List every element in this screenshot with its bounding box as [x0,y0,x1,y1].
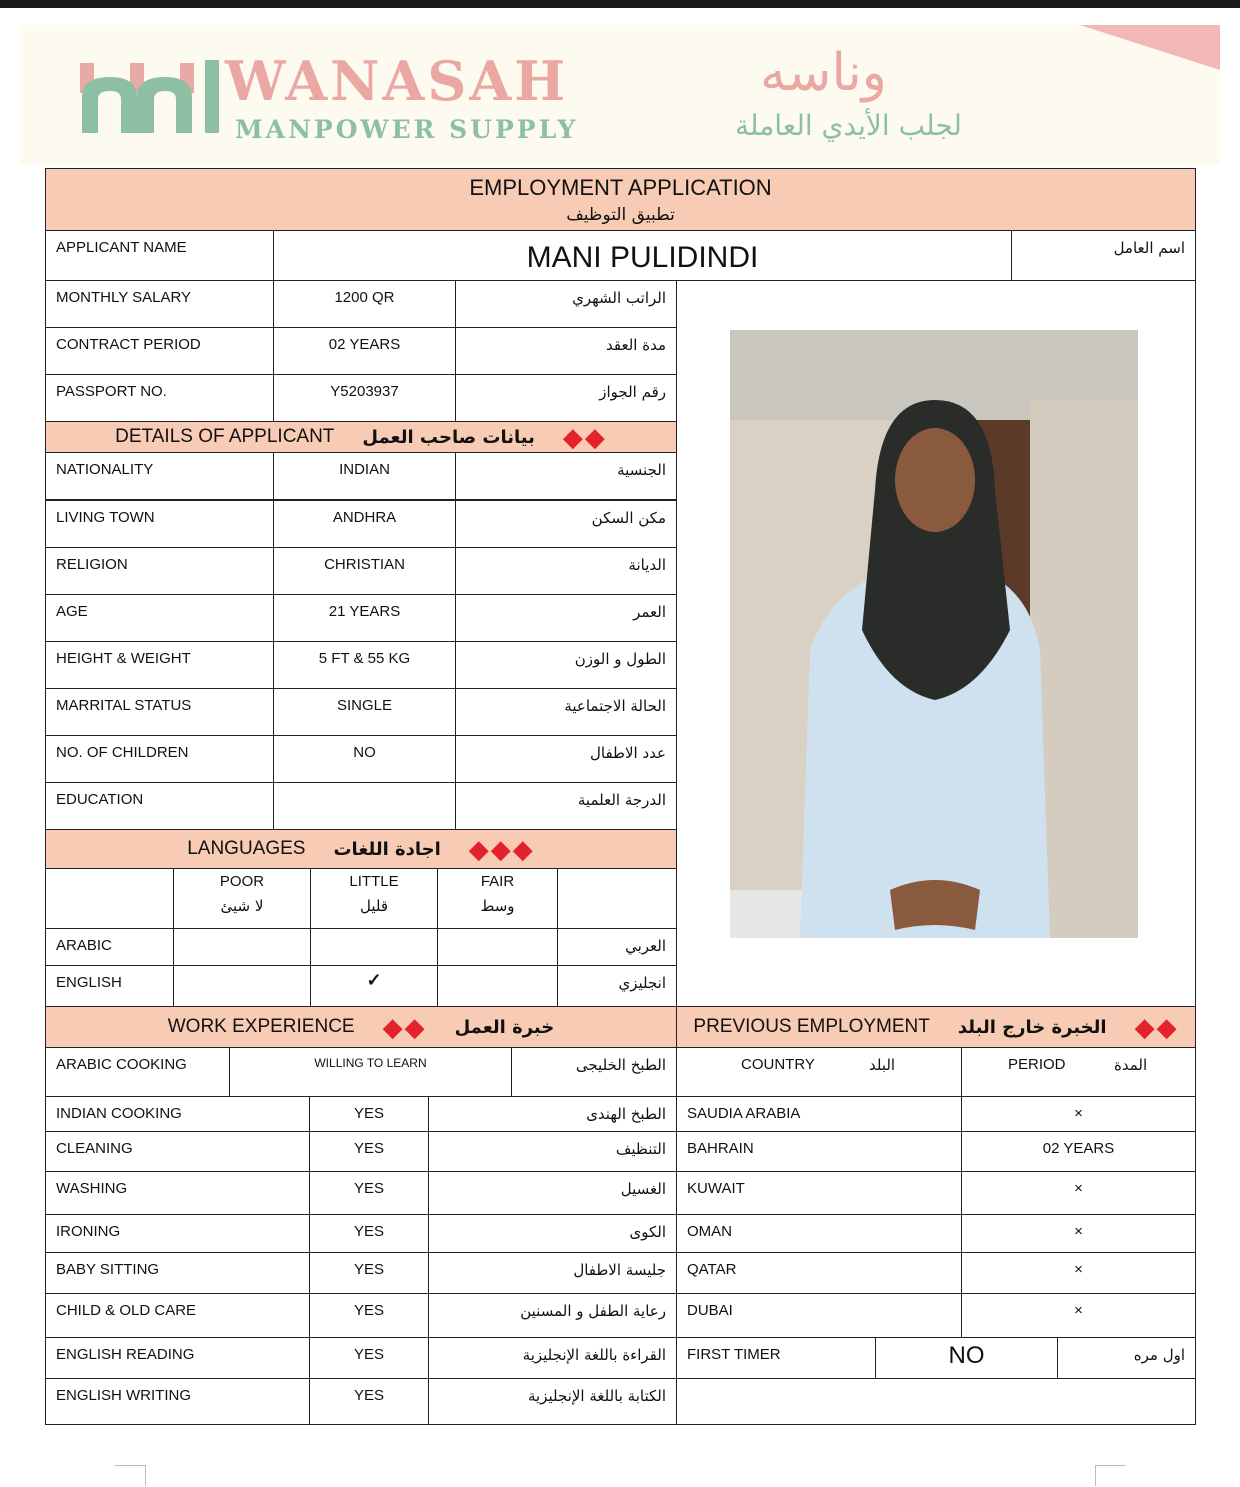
first-timer-label-ar [1057,1337,1196,1379]
value: 1200 QR [334,289,395,306]
period: × [1074,1302,1083,1319]
period: × [1074,1180,1083,1197]
row-value [309,1337,429,1379]
work-section-header [45,1006,677,1048]
row-value [309,1378,429,1425]
row-label-ar [455,280,677,328]
row-label [45,1047,230,1097]
languages-section-header [45,829,677,869]
row-label-ar [428,1293,677,1338]
value: CHRISTIAN [324,556,405,573]
first-timer-value [875,1337,1058,1379]
page-corner-mark [1095,1465,1126,1486]
value: 5 FT & 55 KG [318,650,411,667]
section-title-ar: بيانات صاحب العمل [362,426,535,448]
previous-period [961,1293,1196,1338]
language-row-label [45,928,174,966]
row-label-ar [428,1214,677,1253]
country: DUBAI [687,1302,733,1319]
row-value [309,1096,429,1132]
label-en: ENGLISH READING [56,1346,195,1363]
period-header [961,1047,1196,1097]
label-en: IRONING [56,1223,121,1240]
label-en: CONTRACT PERIOD [56,336,201,353]
row-label [45,452,274,500]
first-timer-en: FIRST TIMER [687,1346,781,1363]
form-title [45,168,1196,231]
section-title-en: LANGUAGES [187,838,306,859]
label-ar: الكوى [629,1223,666,1241]
value: NO [353,744,376,761]
label-ar: مكن السكن [591,509,666,527]
row-label [45,500,274,548]
label-ar: الراتب الشهري [572,289,666,307]
language-row-label-ar [557,965,677,1007]
lang-header-0 [173,868,311,929]
details-section-header [45,421,677,453]
row-label [45,1131,310,1172]
title-en: EMPLOYMENT APPLICATION [469,175,772,200]
row-value [273,327,456,375]
language-level-cell [310,928,438,966]
label-ar: جليسة الاطفال [573,1261,666,1279]
label-ar: الحالة الاجتماعية [564,697,666,715]
label-ar: اسم العامل [1113,239,1185,257]
label-en: CHILD & OLD CARE [56,1302,197,1319]
previous-country [676,1096,962,1132]
row-value [273,594,456,642]
label-en: CLEANING [56,1140,133,1157]
row-label [45,280,274,328]
top-bar [0,0,1240,8]
value: Y5203937 [330,383,399,400]
logo-text-en: WANASAH [225,49,569,113]
company-logo [20,25,1220,165]
row-label [45,1214,310,1253]
label-ar: الطبخ الهندى [586,1105,666,1123]
level-en: POOR [219,873,265,890]
row-label-ar [428,1252,677,1294]
row-label-ar [455,735,677,783]
label-en: INDIAN COOKING [56,1105,182,1122]
value: 21 YEARS [328,603,401,620]
logo-mark-icon [20,25,1220,165]
label-ar: الكتابة باللغة الإنجليزية [528,1387,666,1405]
country: SAUDIA ARABIA [687,1105,801,1122]
row-value [273,500,456,548]
label-ar: رقم الجواز [599,383,666,401]
row-label-ar [455,374,677,422]
previous-country [676,1171,962,1215]
label-en: MONTHLY SALARY [56,289,192,306]
label-ar: العمر [633,603,666,621]
language-row-label-ar [557,928,677,966]
value: YES [353,1261,384,1278]
period: 02 YEARS [1042,1140,1115,1157]
section-title-ar: الخبرة خارج البلد [957,1016,1107,1038]
row-label-ar [455,327,677,375]
lang-header-blank [45,868,174,929]
previous-employment-header [676,1006,1196,1048]
country-header [676,1047,962,1097]
previous-country [676,1131,962,1172]
language-level-cell [437,928,558,966]
row-value [229,1047,512,1097]
lang-header-1 [310,868,438,929]
level-en: LITTLE [349,873,399,890]
level-ar: قليل [359,897,389,915]
previous-country [676,1214,962,1253]
label-en: WASHING [56,1180,128,1197]
value: YES [353,1105,384,1122]
label-ar: الديانة [628,556,666,574]
level-ar: وسط [480,897,515,915]
section-title-en: DETAILS OF APPLICANT [115,426,335,447]
country-ar: البلد [869,1056,896,1074]
language-ar: العربي [625,937,666,955]
section-title-ar: خبرة العمل [454,1016,555,1038]
label-en: LIVING TOWN [56,509,155,526]
row-label [45,688,274,736]
row-label-ar [428,1171,677,1215]
previous-country [676,1293,962,1338]
label-en: NO. OF CHILDREN [56,744,189,761]
label-en: BABY SITTING [56,1261,160,1278]
language-row-label [45,965,174,1007]
country: QATAR [687,1261,737,1278]
applicant-name-label [45,230,274,281]
country: BAHRAIN [687,1140,754,1157]
language-en: ENGLISH [56,974,122,991]
first-timer-value: NO [948,1342,985,1369]
row-label [45,735,274,783]
language-level-cell [437,965,558,1007]
label-en: APPLICANT NAME [56,239,187,256]
period-ar: المدة [1114,1056,1148,1074]
row-value [273,688,456,736]
row-value [309,1214,429,1253]
applicant-photo [730,330,1138,938]
value: YES [353,1180,384,1197]
row-label-ar [455,641,677,689]
period: × [1074,1223,1083,1240]
row-label-ar [455,452,677,500]
section-title-ar: اجادة اللغات [333,838,441,860]
previous-period [961,1171,1196,1215]
logo-text-ar: وناسه [760,43,887,103]
label-ar: عدد الاطفال [590,744,666,762]
row-value [309,1293,429,1338]
row-label-ar [428,1096,677,1132]
previous-period [961,1096,1196,1132]
lang-header-2 [437,868,558,929]
row-value [273,641,456,689]
country: KUWAIT [687,1180,745,1197]
logo-subtitle-en: MANPOWER SUPPLY [235,115,579,144]
row-value [309,1171,429,1215]
value: WILLING TO LEARN [314,1056,427,1070]
label-ar: الدرجة العلمية [577,791,666,809]
row-value [309,1131,429,1172]
diamond-icon: ◆◆ [1134,1011,1179,1042]
label-ar: الطبخ الخليجى [575,1056,666,1074]
value: 02 YEARS [328,336,401,353]
value: YES [353,1140,384,1157]
value: INDIAN [339,461,390,478]
level-en: FAIR [480,873,515,890]
row-label [45,374,274,422]
row-label-ar [455,500,677,548]
section-title-en: PREVIOUS EMPLOYMENT [693,1016,930,1037]
row-value [273,452,456,500]
empty-cell [676,1378,1196,1425]
row-label-ar [428,1337,677,1379]
row-value [309,1252,429,1294]
diamond-icon: ◆◆◆ [468,833,535,864]
row-value [273,280,456,328]
label-ar: رعاية الطفل و المسنين [520,1302,666,1320]
value: YES [353,1346,384,1363]
label-en: NATIONALITY [56,461,154,478]
diamond-icon: ◆◆ [382,1011,427,1042]
label-en: ARABIC COOKING [56,1056,187,1073]
row-label [45,1171,310,1215]
value: YES [353,1223,384,1240]
applicant-name: MANI PULIDINDI [526,241,759,274]
country-en: COUNTRY [741,1056,815,1073]
row-label-ar [455,547,677,595]
previous-period [961,1214,1196,1253]
row-label [45,641,274,689]
label-en: HEIGHT & WEIGHT [56,650,191,667]
check-icon: ✓ [366,970,382,990]
period: × [1074,1105,1083,1122]
row-label [45,1378,310,1425]
label-en: AGE [56,603,88,620]
label-en: RELIGION [56,556,128,573]
period: × [1074,1261,1083,1278]
previous-country [676,1252,962,1294]
language-level-cell [310,965,438,1007]
diamond-icon: ◆◆ [562,421,607,452]
label-ar: التنظيف [615,1140,666,1158]
first-timer-label [676,1337,876,1379]
period-en: PERIOD [1008,1056,1066,1073]
applicant-name-label-ar [1011,230,1196,281]
level-ar: لا شيئ [220,897,264,915]
section-title-en: WORK EXPERIENCE [167,1016,355,1037]
row-label-ar [428,1378,677,1425]
language-ar: انجليزي [618,974,666,992]
previous-period [961,1131,1196,1172]
row-value [273,374,456,422]
row-label [45,1293,310,1338]
row-value [273,735,456,783]
value: YES [353,1387,384,1404]
country: OMAN [687,1223,732,1240]
value: YES [353,1302,384,1319]
language-level-cell [173,965,311,1007]
lang-header-blank [557,868,677,929]
row-label [45,782,274,830]
row-label [45,327,274,375]
row-label [45,1252,310,1294]
language-level-cell [173,928,311,966]
label-ar: مدة العقد [606,336,666,354]
row-value [273,782,456,830]
logo-subtitle-ar: لجلب الأيدي العاملة [735,109,962,142]
applicant-name-value [273,230,1012,281]
label-en: MARRITAL STATUS [56,697,192,714]
label-en: EDUCATION [56,791,144,808]
label-ar: الجنسية [617,461,666,479]
label-ar: القراءة باللغة الإنجليزية [522,1346,666,1364]
value: ANDHRA [332,509,397,526]
row-label-ar [455,782,677,830]
row-label [45,1096,310,1132]
language-en: ARABIC [56,937,112,954]
row-value [273,547,456,595]
row-label [45,547,274,595]
row-label [45,1337,310,1379]
label-en: PASSPORT NO. [56,383,167,400]
value: SINGLE [336,697,393,714]
label-ar: الطول و الوزن [574,650,666,668]
label-ar: الغسيل [620,1180,666,1198]
row-label-ar [455,688,677,736]
row-label-ar [455,594,677,642]
title-ar: تطبيق التوظيف [566,205,675,225]
row-label-ar [511,1047,677,1097]
previous-period [961,1252,1196,1294]
row-label-ar [428,1131,677,1172]
page-corner-mark [115,1465,146,1486]
label-en: ENGLISH WRITING [56,1387,192,1404]
row-label [45,594,274,642]
first-timer-ar: اول مره [1133,1346,1185,1364]
